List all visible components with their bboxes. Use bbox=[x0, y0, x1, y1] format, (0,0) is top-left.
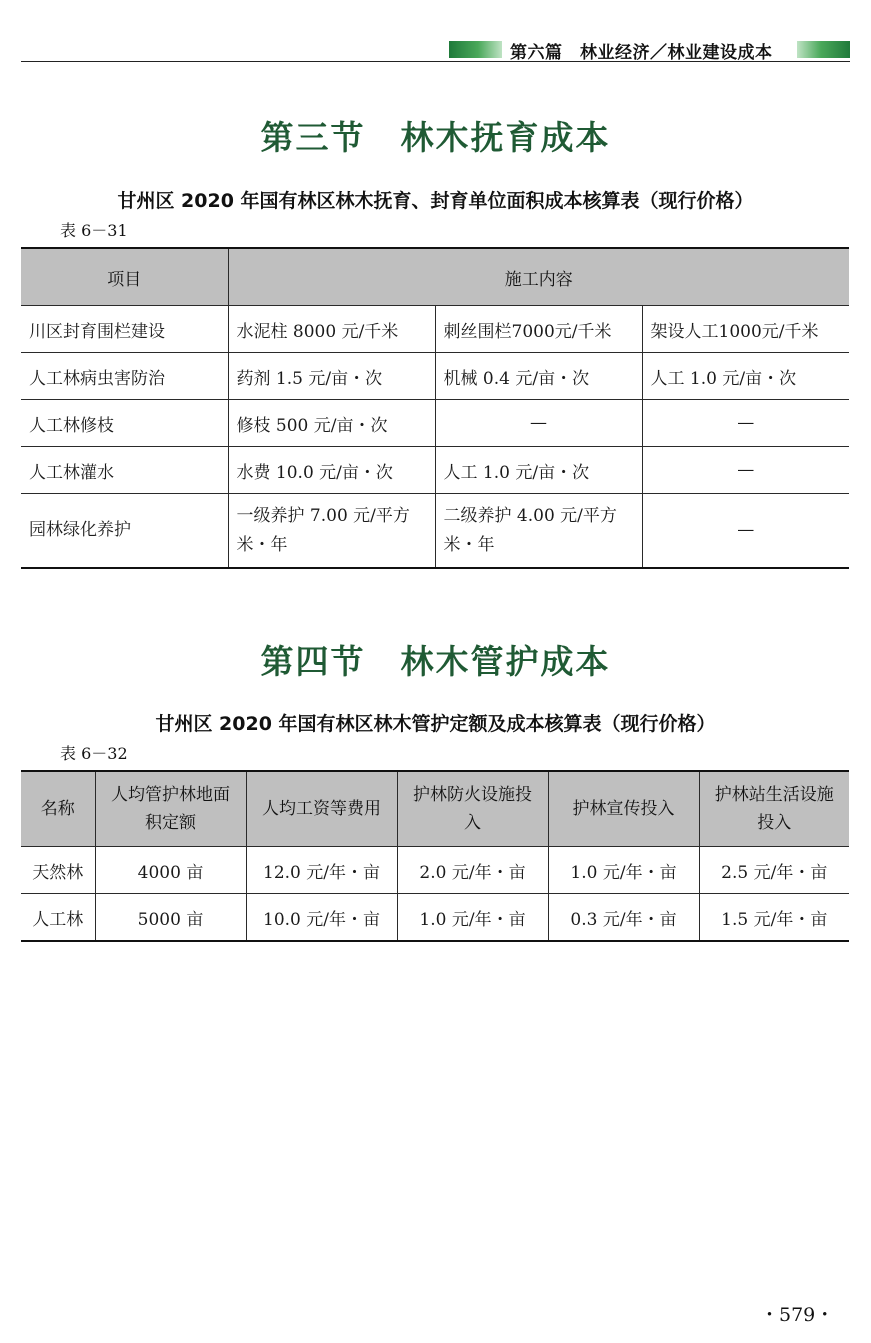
table-cell: 二级养护 4.00 元/平方米・年 bbox=[435, 494, 642, 569]
table-header-row bbox=[21, 248, 849, 306]
table-row bbox=[21, 894, 849, 942]
section-title-4: 第四节 林木管护成本 bbox=[260, 642, 611, 681]
table-cell: 0.3 元/年・亩 bbox=[548, 894, 699, 942]
column-header: 项目 bbox=[21, 248, 228, 306]
table-number-6-32: 表 6－32 bbox=[60, 744, 128, 763]
table-row bbox=[21, 400, 849, 447]
table-cell: 10.0 元/年・亩 bbox=[246, 894, 397, 942]
table-cell: — bbox=[642, 494, 849, 569]
table-cell: 人工林灌水 bbox=[21, 447, 228, 494]
table-cell: 人工 1.0 元/亩・次 bbox=[642, 353, 849, 400]
table-cell: 人工林 bbox=[21, 894, 95, 942]
running-header bbox=[0, 0, 871, 64]
header-decoration-bar-right bbox=[797, 41, 850, 58]
table-row bbox=[21, 353, 849, 400]
table-cell: 5000 亩 bbox=[95, 894, 246, 942]
table-cell: — bbox=[642, 447, 849, 494]
table-cell: 机械 0.4 元/亩・次 bbox=[435, 353, 642, 400]
table-cell: 水泥柱 8000 元/千米 bbox=[228, 306, 435, 353]
table-row bbox=[21, 447, 849, 494]
table-cell: — bbox=[642, 400, 849, 447]
table-cell: 药剂 1.5 元/亩・次 bbox=[228, 353, 435, 400]
table-caption-6-32: 甘州区 2020 年国有林区林木管护定额及成本核算表（现行价格） bbox=[155, 713, 716, 735]
table-cell: 人工林病虫害防治 bbox=[21, 353, 228, 400]
column-header: 施工内容 bbox=[228, 248, 849, 306]
table-row bbox=[21, 306, 849, 353]
table-6-32 bbox=[21, 770, 849, 942]
table-cell: 园林绿化养护 bbox=[21, 494, 228, 569]
table-cell: 2.0 元/年・亩 bbox=[397, 847, 548, 894]
column-header: 护林站生活设施投入 bbox=[699, 771, 849, 847]
table-cell: 川区封育围栏建设 bbox=[21, 306, 228, 353]
page-number: ・579・ bbox=[760, 1304, 835, 1326]
table-cell: 1.0 元/年・亩 bbox=[548, 847, 699, 894]
table-header-row bbox=[21, 771, 849, 847]
table-cell: — bbox=[435, 400, 642, 447]
table-row bbox=[21, 847, 849, 894]
table-cell: 一级养护 7.00 元/平方米・年 bbox=[228, 494, 435, 569]
table-cell: 人工林修枝 bbox=[21, 400, 228, 447]
table-cell: 刺丝围栏7000元/千米 bbox=[435, 306, 642, 353]
table-cell: 天然林 bbox=[21, 847, 95, 894]
table-cell: 2.5 元/年・亩 bbox=[699, 847, 849, 894]
section-title-3: 第三节 林木抚育成本 bbox=[260, 118, 611, 157]
header-decoration-bar-left bbox=[449, 41, 502, 58]
header-rule bbox=[21, 61, 850, 62]
table-caption-6-31: 甘州区 2020 年国有林区林木抚育、封育单位面积成本核算表（现行价格） bbox=[117, 190, 754, 212]
table-number-6-31: 表 6－31 bbox=[60, 221, 128, 240]
table-cell: 架设人工1000元/千米 bbox=[642, 306, 849, 353]
table-6-31 bbox=[21, 247, 849, 569]
table-row bbox=[21, 494, 849, 569]
column-header: 护林防火设施投入 bbox=[397, 771, 548, 847]
table-cell: 人工 1.0 元/亩・次 bbox=[435, 447, 642, 494]
column-header: 名称 bbox=[21, 771, 95, 847]
table-cell: 1.5 元/年・亩 bbox=[699, 894, 849, 942]
table-cell: 修枝 500 元/亩・次 bbox=[228, 400, 435, 447]
column-header: 人均管护林地面积定额 bbox=[95, 771, 246, 847]
running-header-title: 第六篇 林业经济／林业建设成本 bbox=[510, 43, 773, 63]
table-cell: 4000 亩 bbox=[95, 847, 246, 894]
column-header: 护林宣传投入 bbox=[548, 771, 699, 847]
table-cell: 12.0 元/年・亩 bbox=[246, 847, 397, 894]
column-header: 人均工资等费用 bbox=[246, 771, 397, 847]
table-cell: 1.0 元/年・亩 bbox=[397, 894, 548, 942]
table-cell: 水费 10.0 元/亩・次 bbox=[228, 447, 435, 494]
